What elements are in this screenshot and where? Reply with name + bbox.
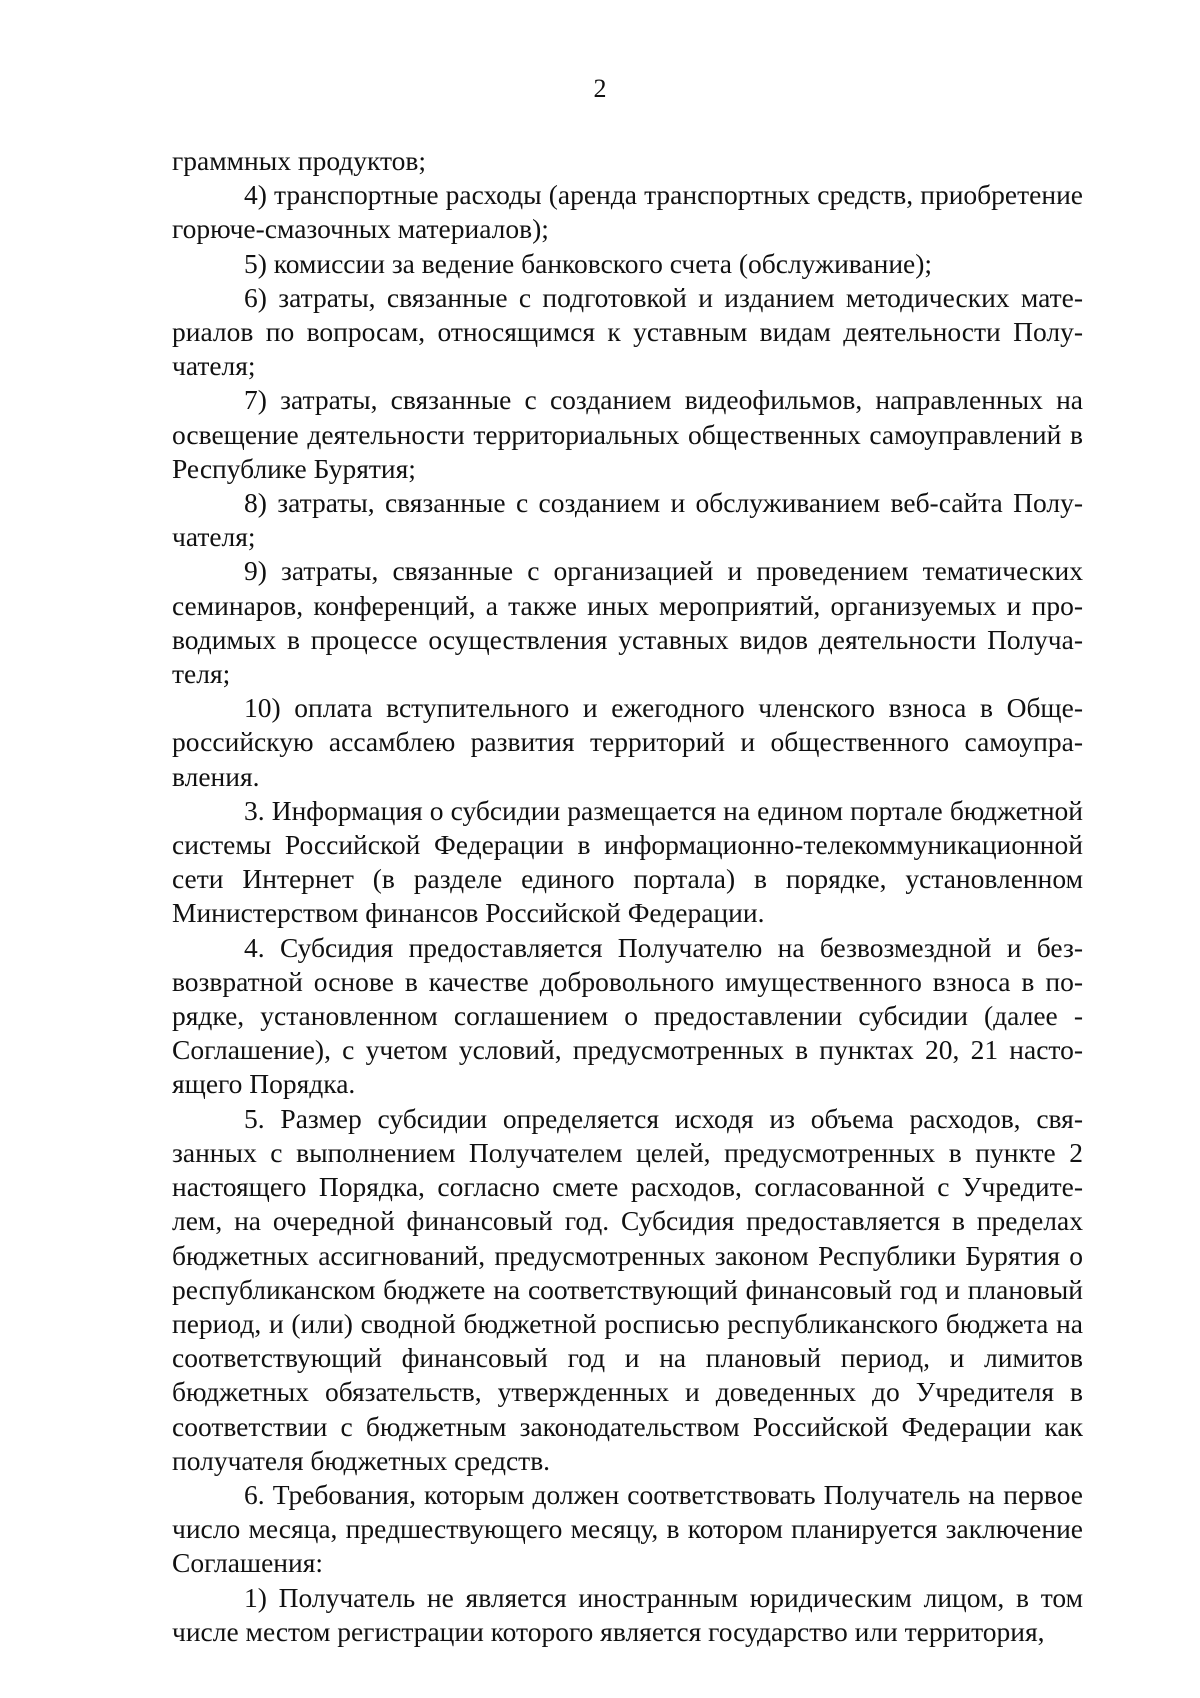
section-6-item-1: 1) Получатель не является иностранным юридическим лицом, в том числе местом регистрации которого является государство или территория, — [172, 1581, 1083, 1647]
list-item-9: 9) затраты, связанные с организацией и проведением тематических семинаров, конференций, а также иных мероприятий, организуемых и проводимых в процессе осуществления уставных видов деятельности Получателя; — [172, 555, 1083, 690]
paragraph-continuation: граммных продуктов; — [172, 145, 427, 176]
section-3-paragraph: 3. Информация о субсидии размещается на едином портале бюджетной системы Российской Федерации в информационно-телекоммуникационной сети Интернет (в разделе единого портала) в порядке, установленном Министерством финансов Российской Федерации. — [172, 794, 1083, 929]
list-item-8: 8) затраты, связанные с созданием и обслуживанием веб-сайта Получателя; — [172, 487, 1083, 553]
list-item-7: 7) затраты, связанные с созданием видеофильмов, направленных на освещение деятельности территориальных общественных самоуправлений в Республике Бурятия; — [172, 384, 1083, 484]
section-6-paragraph: 6. Требования, которым должен соответствовать Получатель на первое число месяца, предшествующего месяцу, в котором планируется заключение Соглашения: — [172, 1478, 1083, 1579]
list-item-5: 5) комиссии за ведение банковского счета (обслуживание); — [244, 247, 933, 279]
section-5-paragraph: 5. Размер субсидии определяется исходя из объема расходов, связанных с выполнением Получателем целей, предусмотренных в пункте 2 настоящего Порядка, согласно смете расходов, согласованной с Учредителем, на очередной финансовый год. Субсидия предоставляется в пределах бюджетных ассигнований, предусмотренных законом Республики Бурятия о республиканском бюджете на соответствующий финансовый год и плановый период, и (или) сводной бюджетной росписью республиканского бюджета на соответствующий финансовый год и на плановый период, и лимитов бюджетных обязательств, утвержденных и доведенных до Учредителя в соответствии с бюджетным законодательством Российской Федерации как получателя бюджетных средств. — [172, 1102, 1083, 1476]
list-item-10: 10) оплата вступительного и ежегодного членского взноса в Общероссийскую ассамблею развития территорий и общественного самоуправления. — [172, 692, 1083, 792]
list-item-6: 6) затраты, связанные с подготовкой и изданием методических материалов по вопросам, относящимся к уставным видам деятельности Получателя; — [172, 281, 1083, 382]
page-number: 2 — [593, 74, 607, 103]
list-item-4: 4) транспортные расходы (аренда транспортных средств, приобретение горюче-смазочных материалов); — [172, 179, 1083, 245]
document-body — [172, 144, 1083, 1649]
section-4-paragraph: 4. Субсидия предоставляется Получателю на безвозмездной и безвозвратной основе в качестве добровольного имущественного взноса в порядке, установленном соглашением о предоставлении субсидии (далее - Соглашение), с учетом условий, предусмотренных в пунктах 20, 21 настоящего Порядка. — [172, 931, 1083, 1100]
